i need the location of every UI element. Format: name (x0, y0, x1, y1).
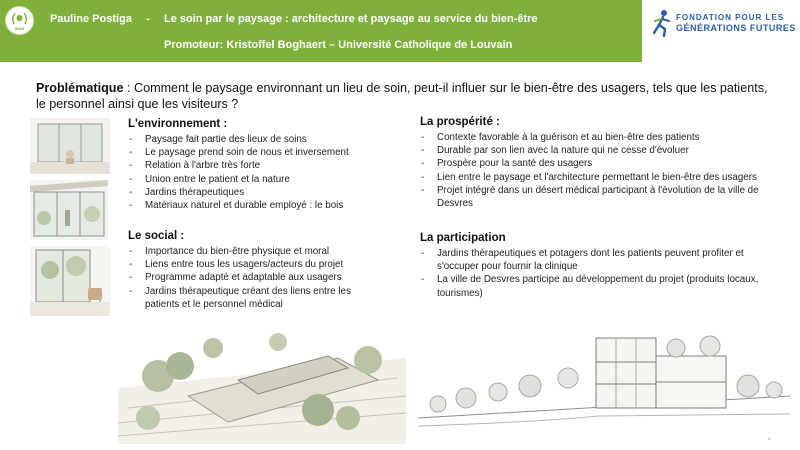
list-item: - Durable par son lien avec la nature qui ne cesse d'évoluer (420, 144, 795, 157)
participation-title: La participation (420, 232, 506, 244)
running-figure-icon (650, 9, 672, 37)
list-item: - Union entre le patient et la nature (128, 173, 408, 186)
header-promoter: Promoteur: Kristoffel Boghaert – Université Catholique de Louvain (164, 39, 513, 51)
list-item: - Contexte favorable à la guérison et au bien-être des patients (420, 131, 795, 144)
social-list (128, 245, 383, 311)
list-item: - Programme adapté et adaptable aux usagers (128, 271, 383, 284)
award-logo-year: 2024 (15, 26, 24, 31)
social-title: Le social : (128, 230, 185, 242)
header-title: Le soin par le paysage : architecture et paysage au service du bien-être (164, 13, 538, 25)
prosperity-list (420, 131, 795, 210)
list-item: - Relation à l'arbre très forte (128, 159, 408, 172)
list-item: - Importance du bien-être physique et moral (128, 245, 383, 258)
section-drawing-illustration (418, 326, 790, 438)
list-item: - Liens entre tous les usagers/acteurs du projet (128, 258, 383, 271)
list-item: - Paysage fait partie des lieux de soins (128, 133, 408, 146)
list-item: - Jardins thérapeutiques et potagers dont les patients peuvent profiter et s'occuper pour fournir la clinique (420, 247, 765, 273)
list-item: - La ville de Desvres participe au développement du projet (produits locaux, tourismes) (420, 273, 765, 299)
list-item: - Le paysage prend soin de nous et inversement (128, 146, 408, 159)
environment-title: L'environnement : (128, 118, 228, 130)
list-item: - Lien entre le paysage et l'architecture permettant le bien-être des usagers (420, 171, 795, 184)
aerial-landscape-illustration (118, 318, 406, 444)
foundation-name-line2: GÉNÉRATIONS FUTURES (676, 23, 796, 33)
problem-text: : Comment le paysage environnant un lieu de soin, peut-il influer sur le bien-être des usagers, tels que les patients, le personnel ainsi que les visiteurs ? (36, 81, 768, 111)
list-item: - Projet intégré dans un désert médical participant à l'évolution de la ville de Desvres (420, 184, 795, 210)
page-mark: ▪▪ (768, 436, 771, 441)
interior-window-illustration (30, 118, 110, 174)
chair-window-illustration (30, 246, 110, 316)
list-item: - Jardins thérapeutiques (128, 186, 408, 199)
problem-statement (36, 80, 776, 112)
prosperity-title: La prospérité : (420, 116, 500, 128)
header-banner (0, 0, 642, 62)
foundation-logo (644, 0, 800, 62)
header-author: Pauline Postiga (50, 13, 132, 25)
environment-list (128, 133, 408, 212)
participation-list (420, 247, 765, 300)
list-item: - Prospère pour la santé des usagers (420, 157, 795, 170)
award-logo (5, 6, 34, 35)
header-separator: - (146, 13, 150, 25)
balcony-view-illustration (30, 180, 108, 240)
foundation-name-line1: FONDATION POUR LES (676, 13, 785, 22)
list-item: - Jardins thérapeutique créant des liens entre les patients et le personnel médical (128, 285, 383, 311)
list-item: - Matériaux naturel et durable employé : le bois (128, 199, 408, 212)
problem-label: Problématique (36, 81, 124, 95)
